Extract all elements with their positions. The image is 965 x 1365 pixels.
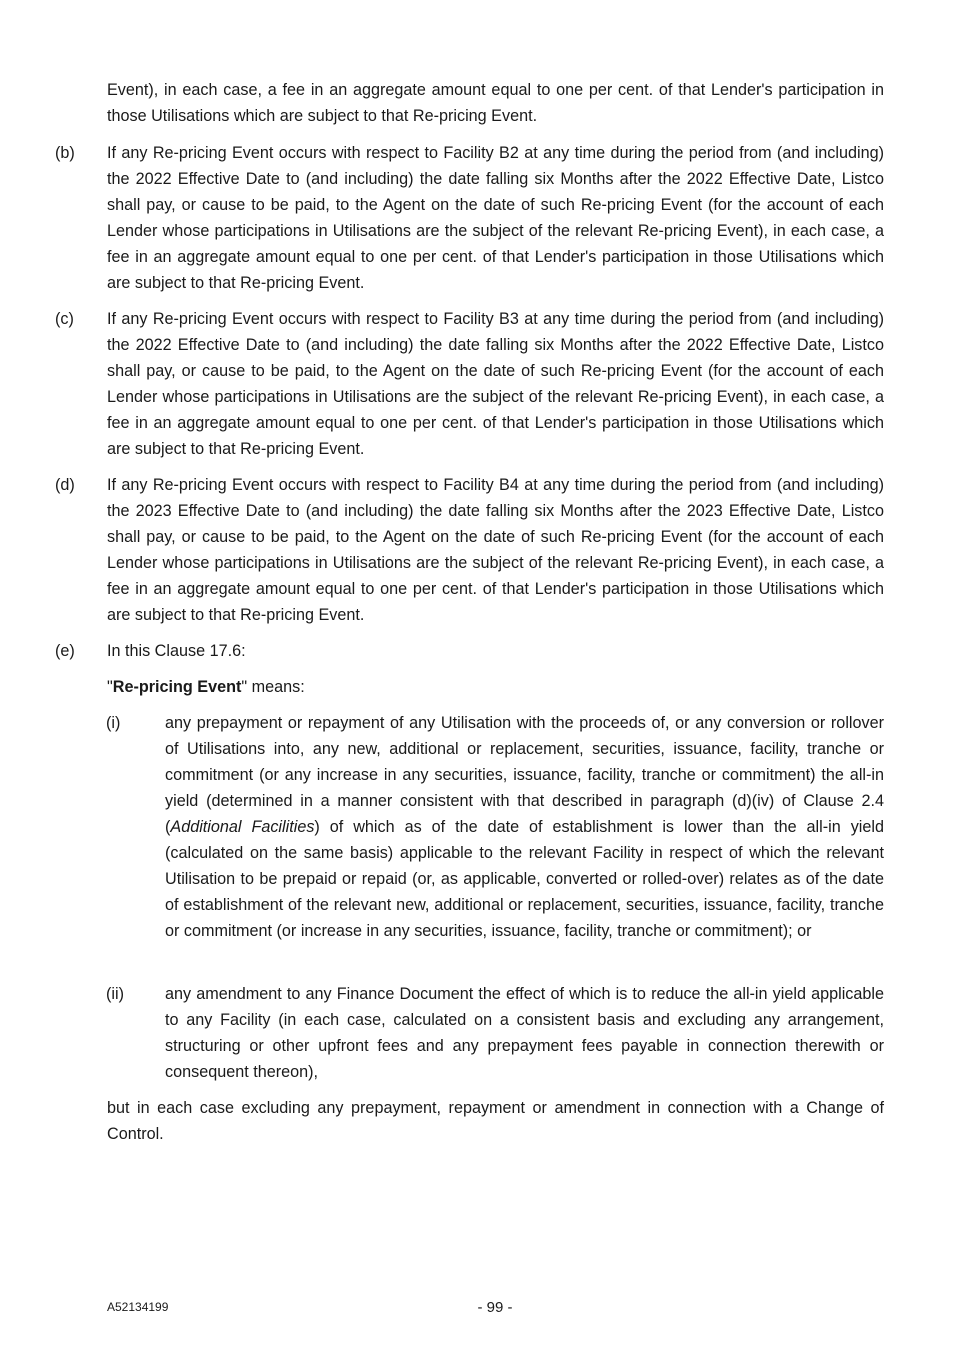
subitem-i-text-before: any prepayment or repayment of any Utilisation with the proceeds of, or any conversion or rollover of Utilisations into, any new, additional or replacement, securities, issuance, facility, tranche or commitment (or any increase in any securities, issuance, facility, tranche or commitment) the all-in yield (determined in a manner consistent with that described in paragraph (d)(iv) of Clause 2.4 ( xyxy=(165,714,884,836)
subitem-i-italic-ref: Additional Facilities xyxy=(170,818,315,836)
subitem-i-text-after: ) of which as of the date of establishment is lower than the all-in yield (calculated on the same basis) applicable to the relevant Facility in respect of which the relevant Utilisation to be prepaid or repaid (or, as applicable, converted or rolled-over) relates as of the date of establishment of the relevant new, additional or replacement, securities, issuance, facility, tranche or commitment (or increase in any securities, issuance, facility, tranche or commitment); or xyxy=(165,818,884,940)
item-c-text: If any Re-pricing Event occurs with respect to Facility B3 at any time during the period from (and including) the 2022 Effective Date to (and including) the date falling six Months after the 2022 Effective Date, Listco shall pay, or cause to be paid, to the Agent on the date of such Re-pricing Event (for the account of each Lender whose participations in Utilisations are the subject of the relevant Re-pricing Event), in each case, a fee in an aggregate amount equal to one per cent. of that Lender's participation in those Utilisations which are subject to that Re-pricing Event. xyxy=(107,310,884,458)
subitem-ii-label: (ii) xyxy=(106,985,124,1003)
item-b-label: (b) xyxy=(55,144,75,162)
item-c-label: (c) xyxy=(55,310,74,328)
subitem-i-label: (i) xyxy=(106,714,121,732)
definition-line xyxy=(107,674,884,700)
item-d-text: If any Re-pricing Event occurs with respect to Facility B4 at any time during the period from (and including) the 2023 Effective Date to (and including) the date falling six Months after the 2023 Effective Date, Listco shall pay, or cause to be paid, to the Agent on the date of such Re-pricing Event (for the account of each Lender whose participations in Utilisations are the subject of the relevant Re-pricing Event), in each case, a fee in an aggregate amount equal to one per cent. of that Lender's participation in those Utilisations which are subject to that Re-pricing Event. xyxy=(107,476,884,624)
page-number: - 99 - xyxy=(477,1299,513,1316)
closing-paragraph: but in each case excluding any prepayment, repayment or amendment in connection with a Change of Control. xyxy=(107,1099,884,1143)
item-b-text: If any Re-pricing Event occurs with respect to Facility B2 at any time during the period from (and including) the 2022 Effective Date to (and including) the date falling six Months after the 2022 Effective Date, Listco shall pay, or cause to be paid, to the Agent on the date of such Re-pricing Event (for the account of each Lender whose participations in Utilisations are the subject of the relevant Re-pricing Event), in each case, a fee in an aggregate amount equal to one per cent. of that Lender's participation in those Utilisations which are subject to that Re-pricing Event. xyxy=(107,144,884,292)
defined-term: Re-pricing Event xyxy=(112,678,242,696)
item-e-label: (e) xyxy=(55,642,75,660)
subitem-ii-text: any amendment to any Finance Document the effect of which is to reduce the all-in yield applicable to any Facility (in each case, calculated on a consistent basis and excluding any arrangement, structuring or other upfront fees and any prepayment fees payable in connection therewith or consequent thereon), xyxy=(165,985,884,1081)
definition-means: " means: xyxy=(241,678,305,696)
item-d-label: (d) xyxy=(55,476,75,494)
item-e-text: In this Clause 17.6: xyxy=(107,642,246,660)
definition-open-quote: " xyxy=(107,678,113,696)
continuation-paragraph: Event), in each case, a fee in an aggregate amount equal to one per cent. of that Lender's participation in those Utilisations which are subject to that Re-pricing Event. xyxy=(107,81,884,125)
subitem-i-text xyxy=(165,710,884,944)
document-reference: A52134199 xyxy=(107,1300,169,1314)
